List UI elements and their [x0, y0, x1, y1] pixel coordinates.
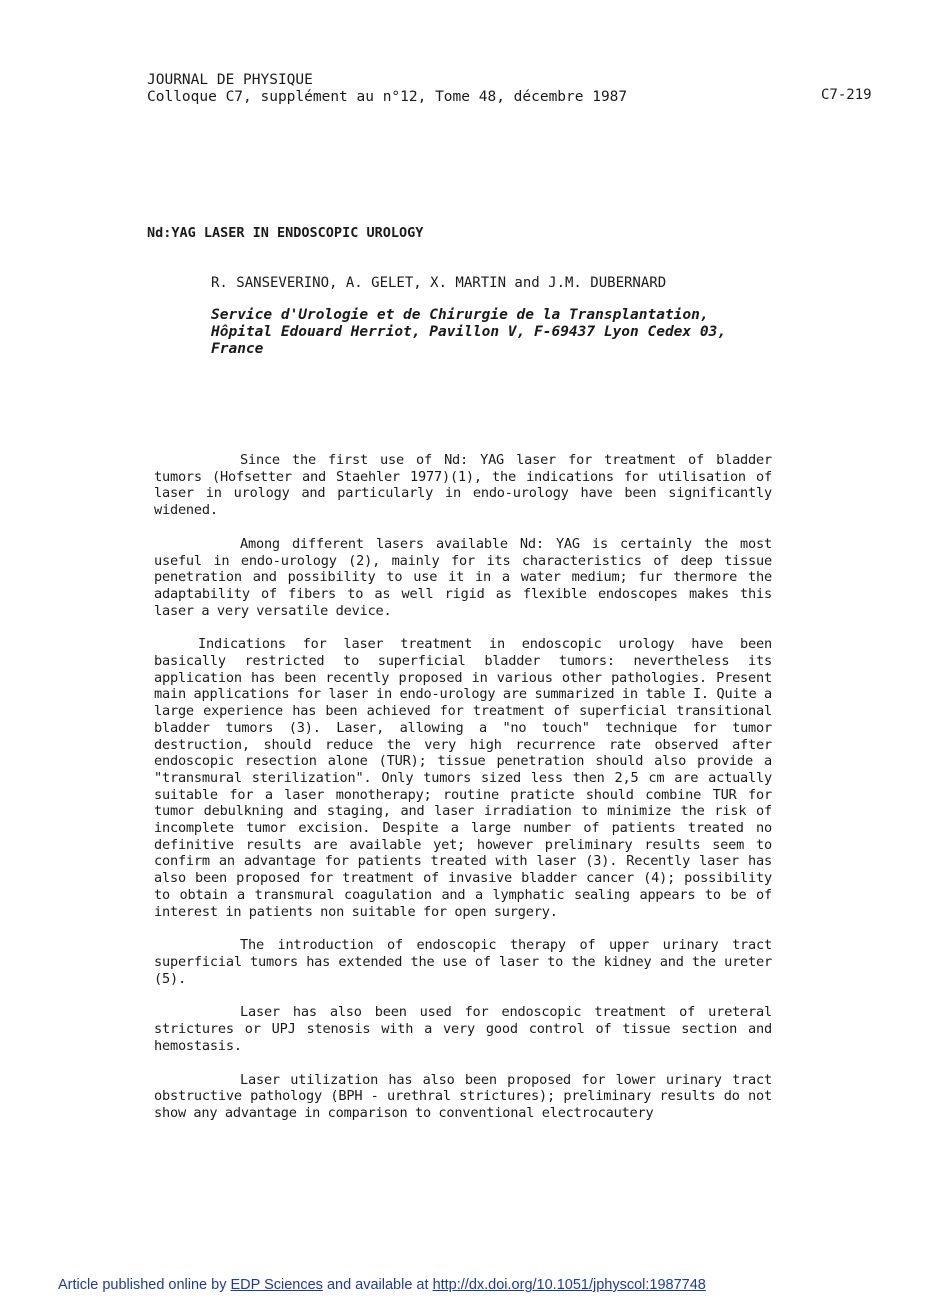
publisher-link[interactable]: EDP Sciences [230, 1277, 323, 1293]
body-paragraph: Laser utilization has also been proposed for lower urinary tract obstructive pathology (BPH - urethral strictures); preliminary results do not show any advantage in comparison to conventional electrocautery [154, 1071, 772, 1121]
journal-name: JOURNAL DE PHYSIQUE [147, 72, 313, 88]
publication-footer [58, 1277, 706, 1293]
affiliation [211, 307, 726, 358]
body-paragraph: The introduction of endoscopic therapy of upper urinary tract superficial tumors has extended the use of laser to the kidney and the ureter (5). [154, 937, 772, 987]
page-number: C7-219 [821, 87, 872, 103]
affiliation-line: Hôpital Edouard Herriot, Pavillon V, F-69437 Lyon Cedex 03, [211, 324, 727, 340]
body-paragraph: Laser has also been used for endoscopic treatment of ureteral strictures or UPJ stenosis with a very good control of tissue section and hemostasis. [154, 1004, 772, 1054]
body-paragraph: Among different lasers available Nd: YAG is certainly the most useful in endo-urology (2), mainly for its characteristics of deep tissue penetration and possibility to use it in a water medium; fur thermore the adaptability of fibers to as well rigid as flexible endoscopes makes this laser a very versatile device. [154, 535, 772, 619]
affiliation-line: France [211, 341, 264, 357]
article-title: Nd:YAG LASER IN ENDOSCOPIC UROLOGY [147, 225, 424, 241]
body-paragraph: Indications for laser treatment in endoscopic urology have been basically restricted to superficial bladder tumors: nevertheless its application has been recently proposed in various other pathologies. Present main applications for laser in endo-urology are summarized in table I. Quite a large experience has been achieved for treatment of superficial transitional bladder tumors (3). Laser, allowing a "no touch" technique for tumor destruction, should reduce the very high recurrence rate observed after endoscopic resection alone (TUR); tissue penetration should also provide a "transmural sterilization". Only tumors sized less then 2,5 cm are actually suitable for a laser monotherapy; routine praticte should combine TUR for tumor debulkning and staging, and laser irradiation to minimize the risk of incomplete tumor excision. Despite a large number of patients treated no definitive results are available yet; however preliminary results seem to confirm an advantage for patients treated with laser (3). Recently laser has also been proposed for treatment of invasive bladder cancer (4); possibility to obtain a transmural coagulation and a lymphatic sealing appears to be of interest in patients non suitable for open surgery. [154, 636, 772, 920]
affiliation-line: Service d'Urologie et de Chirurgie de la Transplantation, [211, 307, 709, 323]
journal-header [147, 72, 627, 106]
footer-middle: and available at [322, 1277, 433, 1293]
doi-link[interactable]: http://dx.doi.org/10.1051/jphyscol:1987748 [432, 1277, 706, 1293]
footer-prefix: Article published online by [58, 1277, 231, 1293]
body-paragraph: Since the first use of Nd: YAG laser for treatment of bladder tumors (Hofsetter and Staehler 1977)(1), the indications for utilisation of laser in urology and particularly in endo-urology have been significantly widened. [154, 452, 772, 519]
journal-issue: Colloque C7, supplément au n°12, Tome 48, décembre 1987 [147, 89, 628, 105]
article-body [154, 452, 772, 1122]
article-authors: R. SANSEVERINO, A. GELET, X. MARTIN and J.M. DUBERNARD [211, 275, 667, 291]
